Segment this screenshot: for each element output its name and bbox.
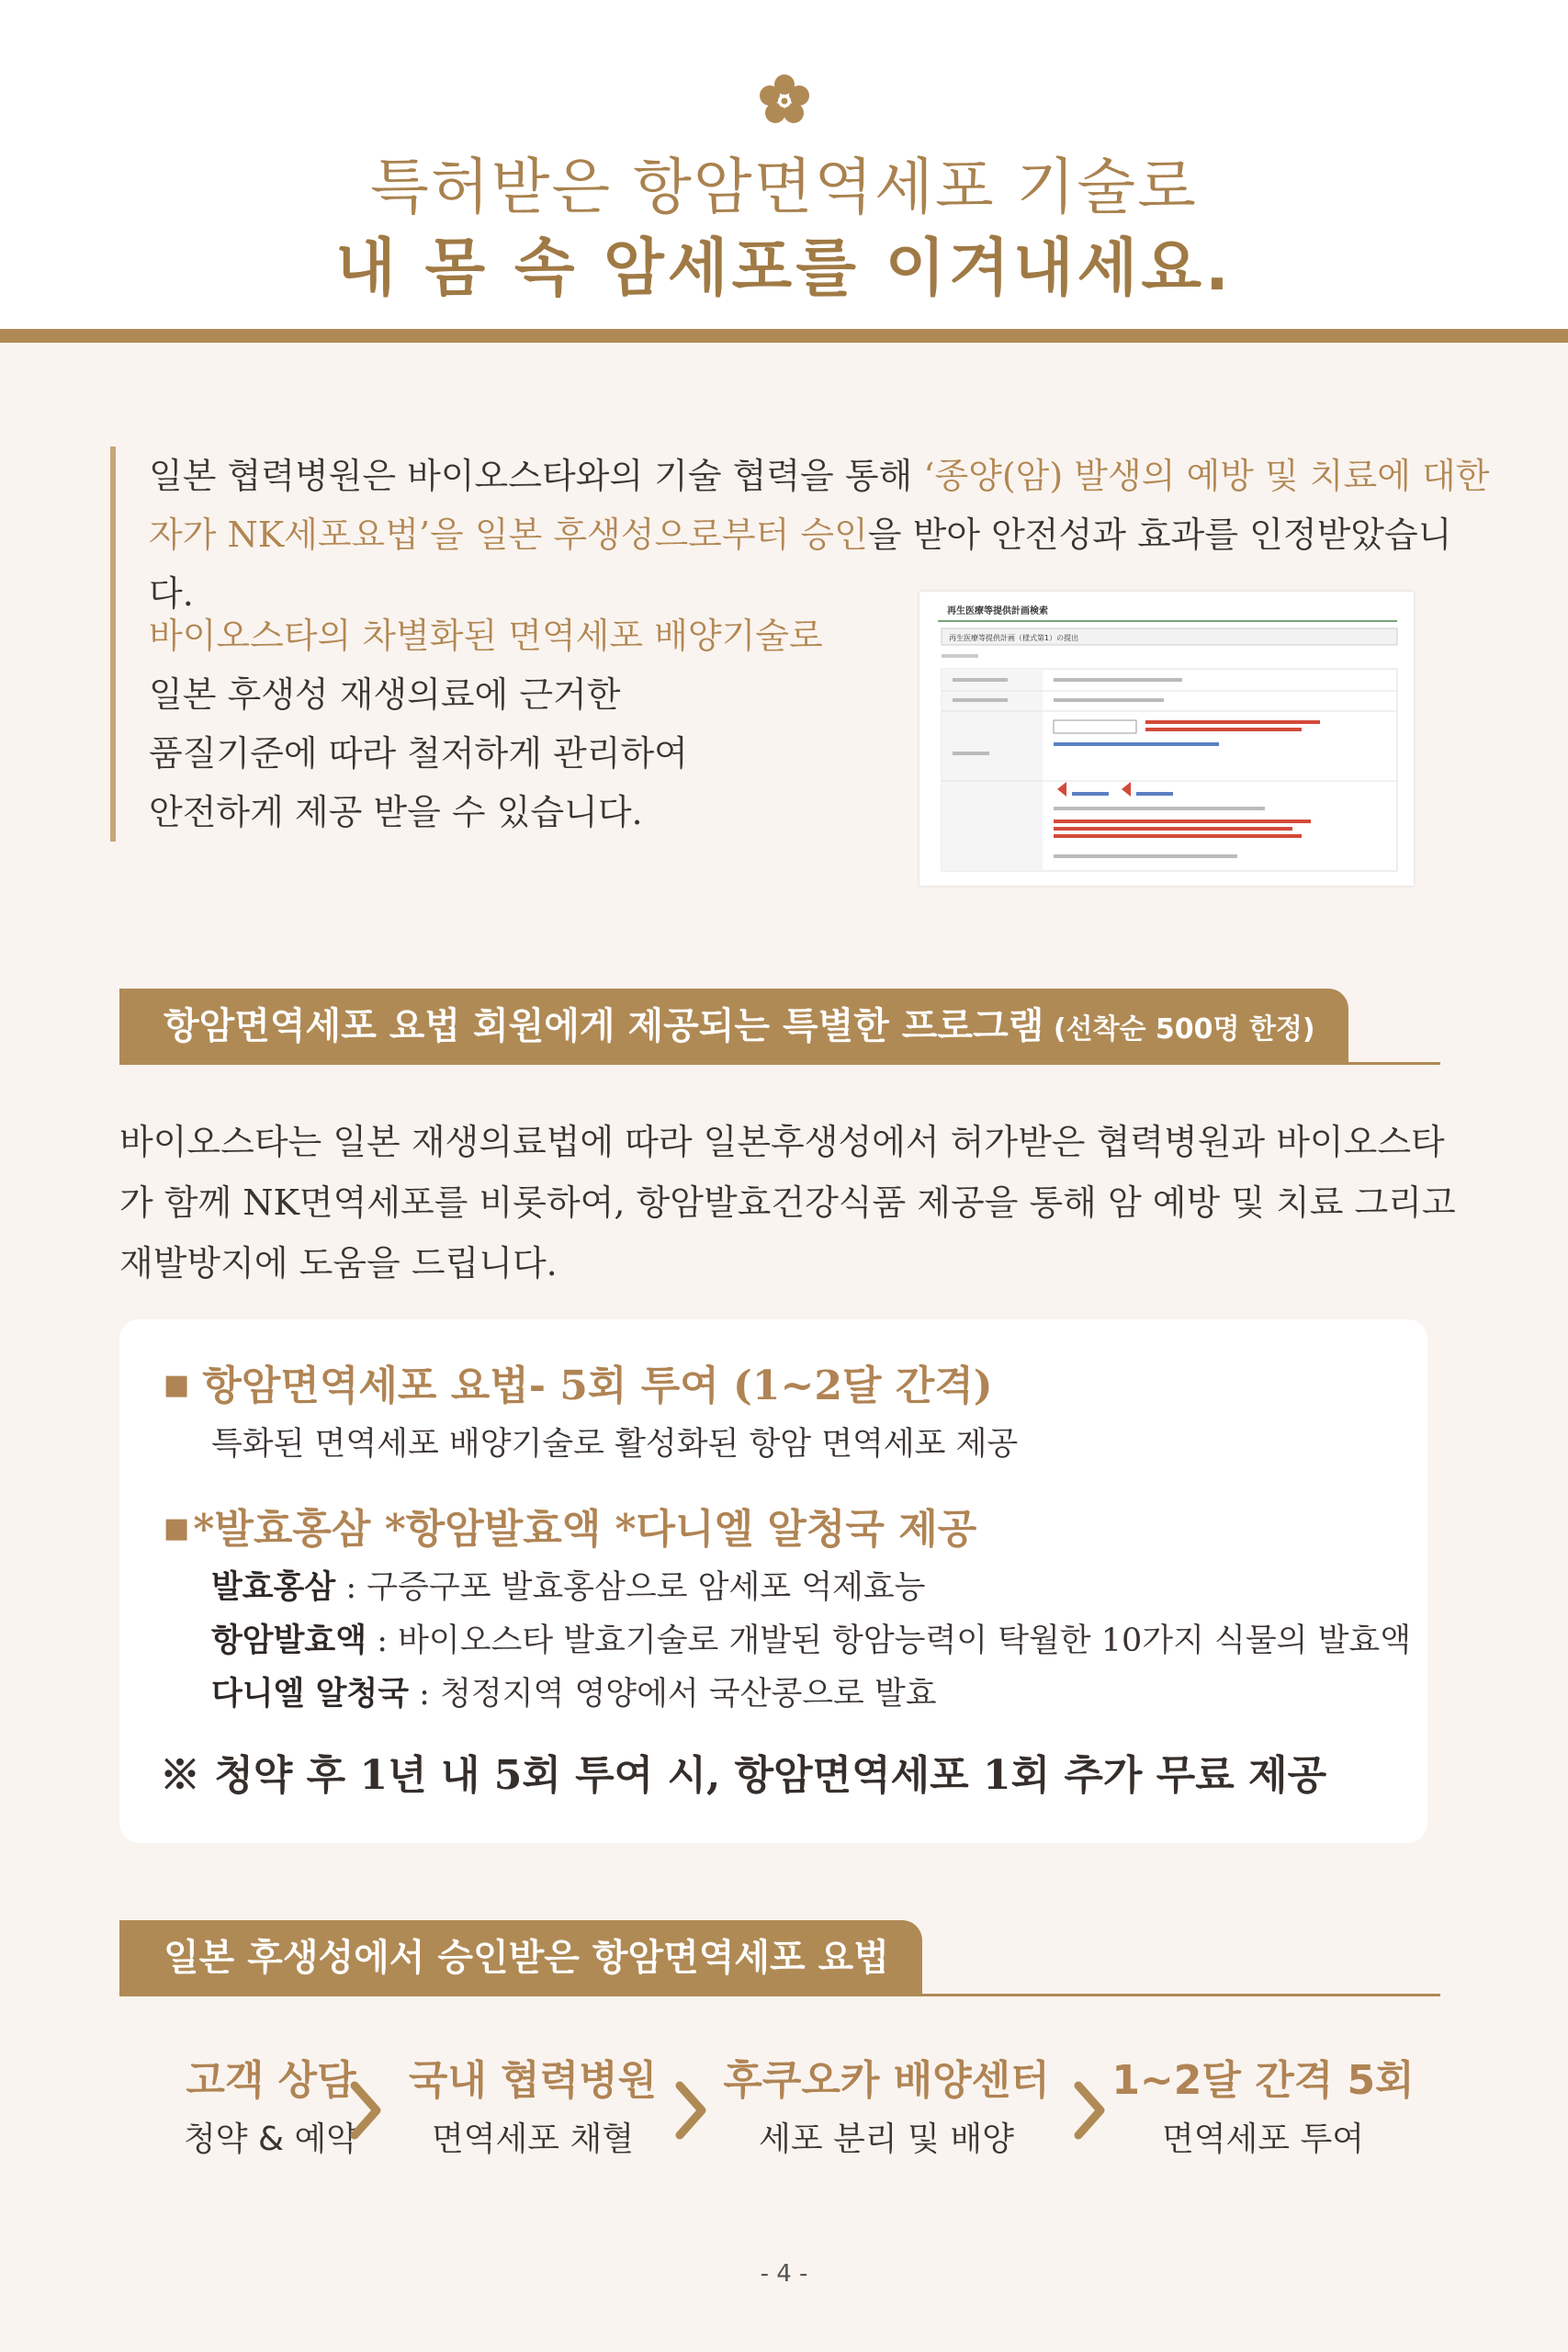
header: [0, 0, 1568, 329]
chevron-right-icon: [1071, 2078, 1108, 2143]
program-detail3: [211, 1668, 937, 1714]
document-screenshot-icon: [919, 592, 1414, 886]
culture-line1: 바이오스타의 차별화된 면역세포 배양기술로: [149, 616, 823, 656]
procedure-section-tab: 일본 후생성에서 승인받은 항암면역세포 요법: [119, 1920, 922, 1994]
culture-line3: 품질기준에 따라 철저하게 관리하여: [149, 733, 688, 774]
intro-text-a: 일본 협력병원은 바이오스타와의 기술 협력을 통해: [149, 456, 924, 496]
header-divider: [0, 329, 1568, 343]
culture-paragraph: [110, 606, 865, 842]
program-item1-title: 항암면역세포 요법- 5회 투여 (1~2달 간격): [202, 1363, 993, 1409]
detail3-label: 다니엘 알청국: [211, 1675, 410, 1713]
chevron-right-icon: [347, 2078, 384, 2143]
step-domestic-hospital: [381, 2047, 684, 2160]
program-card: [119, 1319, 1427, 1843]
step-subtitle: 세포 분리 및 배양: [759, 2120, 1014, 2158]
doc-subheading: 再生医療等提供計画（様式第1）の提出: [949, 634, 1079, 642]
program-section-tab: [119, 989, 1348, 1062]
step-subtitle: 면역세포 투여: [1161, 2120, 1365, 2158]
culture-line4: 안전하게 제공 받을 수 있습니다.: [149, 792, 643, 832]
detail1-text: : 구증구포 발효홍삼으로 암세포 억제효능: [335, 1569, 926, 1606]
doc-heading: 再生医療等提供計画検索: [947, 606, 1048, 616]
program-detail1: [211, 1562, 925, 1608]
program-bonus-note: ※ 청약 후 1년 내 5회 투여 시, 항암면역세포 1회 추가 무료 제공: [160, 1752, 1327, 1799]
flower-logo-icon: [756, 72, 813, 129]
bullet-square-icon: ■: [164, 1512, 190, 1544]
step-subtitle: 청약 & 예약: [183, 2120, 359, 2158]
step-title: 1~2달 간격 5회: [1111, 2057, 1415, 2104]
intro-text-highlight: ‘종양(암) 발생의 예방 및 치료에 대한 자가 NK세포요법’을 일본 후생성으로부터 승인: [149, 456, 1490, 555]
intro-text-c: 을 받아 안전성과 효과를 인정받았습니다.: [149, 514, 1452, 614]
program-section-title: 항암면역세포 요법 회원에게 제공되는 특별한 프로그램: [164, 1005, 1044, 1047]
page-number: - 4 -: [760, 2260, 808, 2288]
page-title-line2: 내 몸 속 암세포를 이겨내세요.: [335, 232, 1233, 305]
program-description: 바이오스타는 일본 재생의료법에 따라 일본후생성에서 허가받은 협력병원과 바이오스타가 함께 NK면역세포를 비롯하여, 항암발효건강식품 제공을 통해 암 예방 및 치료 그리고 재발방지에 도움을 드립니다.: [119, 1122, 1456, 1283]
step-title: 후쿠오카 배양센터: [723, 2057, 1050, 2104]
step-administration: [1107, 2047, 1419, 2160]
page-title-line1: 특허받은 항암면역세포 기술로: [370, 152, 1198, 222]
program-item2: [164, 1496, 976, 1555]
program-item1: [164, 1352, 993, 1411]
step-title: 고객 상담: [186, 2057, 356, 2104]
program-item2-title: *발효홍삼 *항암발효액 *다니엘 알청국 제공: [193, 1506, 977, 1553]
bullet-square-icon: ■: [164, 1369, 190, 1401]
program-detail2: [211, 1615, 1411, 1661]
detail3-text: : 청정지역 영양에서 국산콩으로 발효: [409, 1676, 937, 1713]
detail2-label: 항암발효액: [211, 1622, 367, 1659]
step-title: 국내 협력병원: [408, 2057, 658, 2104]
detail1-label: 발효홍삼: [211, 1568, 336, 1606]
program-section-header: [119, 989, 1440, 1065]
culture-line2: 일본 후생성 재생의료에 근거한: [149, 674, 621, 715]
program-section-note: (선착순 500명 한정): [1053, 1013, 1315, 1046]
detail2-text: : 바이오스타 발효기술로 개발된 항암능력이 탁월한 10가지 식물의 발효액: [367, 1623, 1412, 1659]
approval-document-image: [919, 592, 1414, 886]
step-subtitle: 면역세포 채혈: [431, 2120, 635, 2158]
program-item1-desc: 특화된 면역세포 배양기술로 활성화된 항암 면역세포 제공: [211, 1426, 1019, 1463]
chevron-right-icon: [672, 2078, 709, 2143]
procedure-section-header: [119, 1920, 1440, 1996]
step-fukuoka-culture-center: [716, 2047, 1056, 2160]
